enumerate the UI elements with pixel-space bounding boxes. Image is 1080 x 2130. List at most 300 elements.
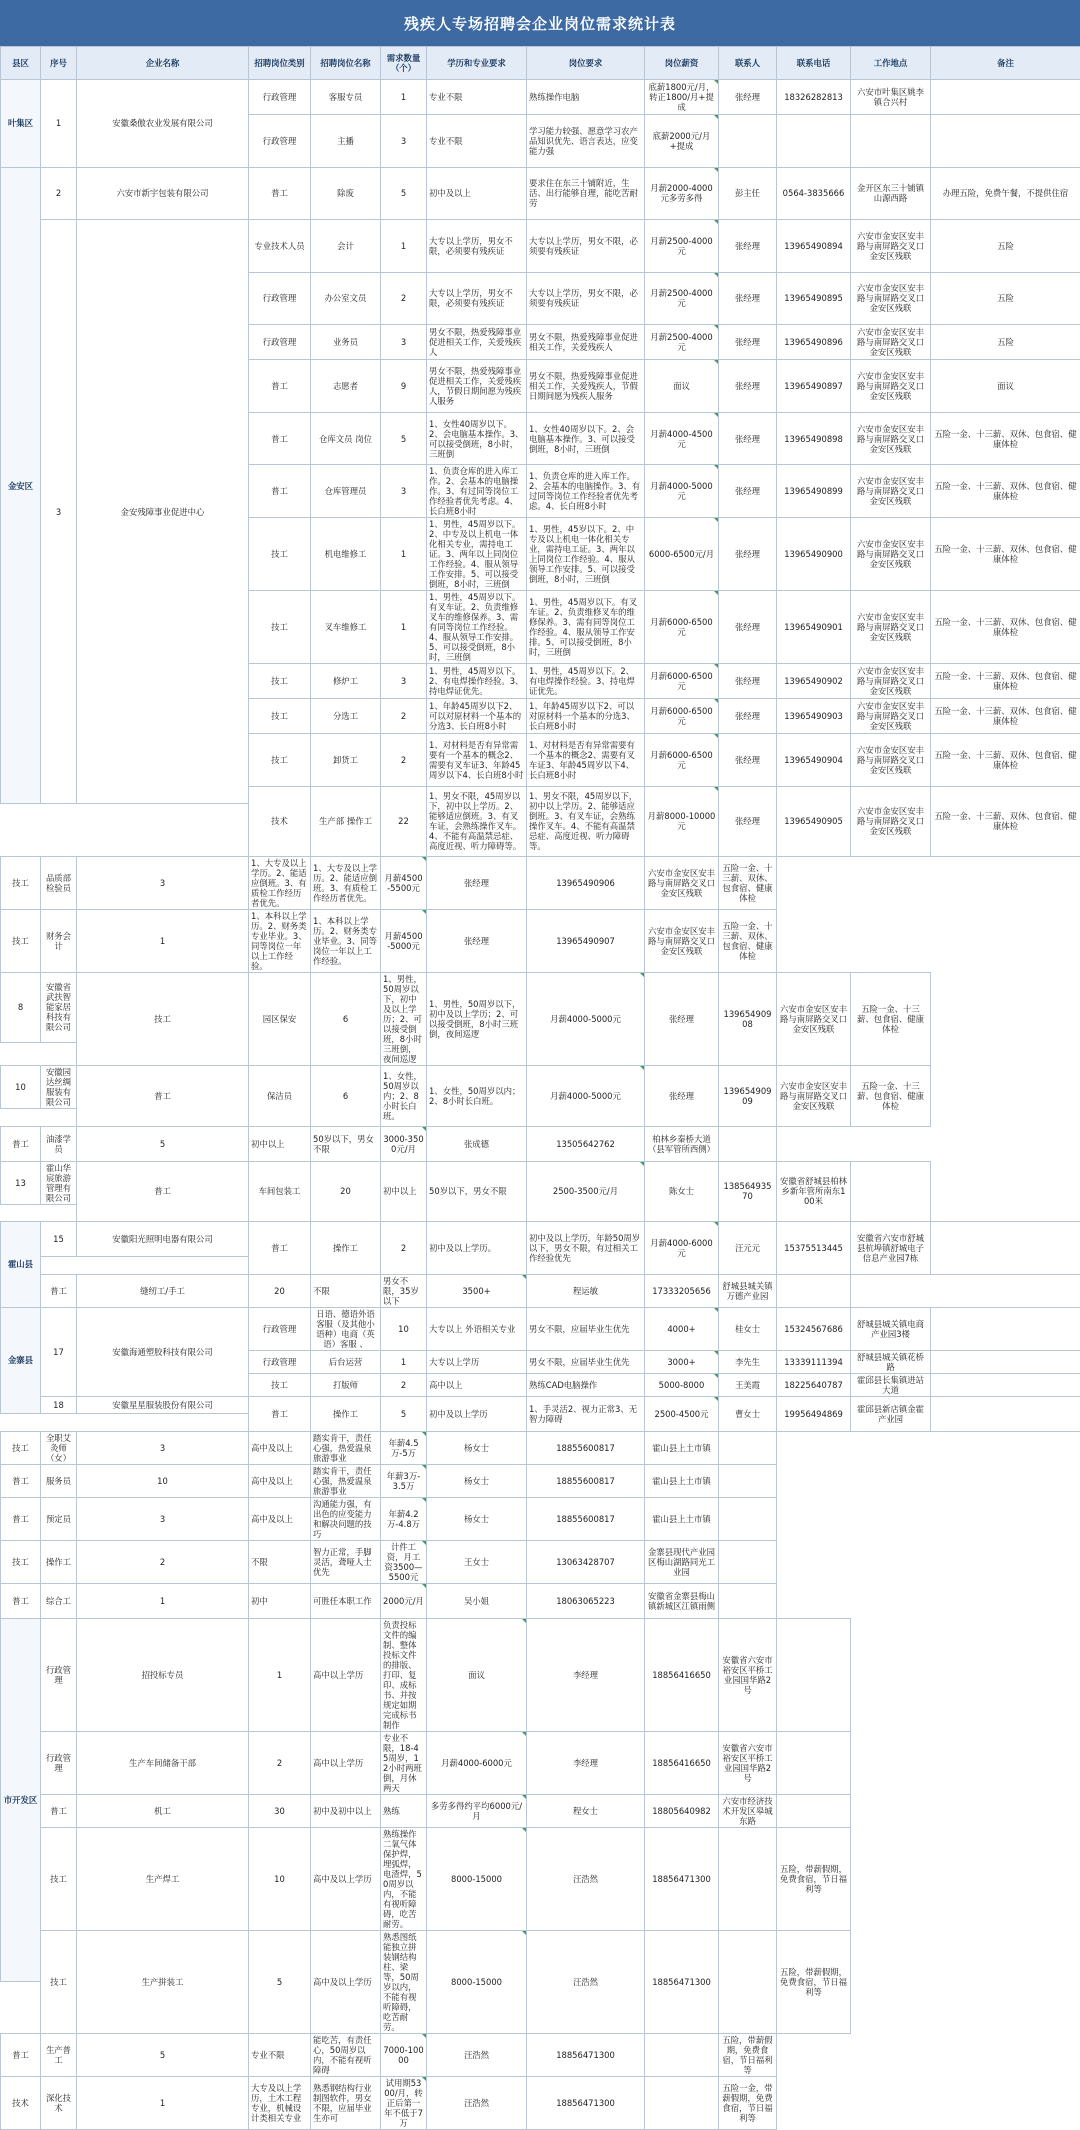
contact-cell: 张经理 (719, 664, 777, 699)
table-row (1, 220, 1080, 238)
salary-cell: 3500+ (427, 1274, 527, 1307)
education-cell: 大专以上学历，男女不限，必须要有残疾证 (427, 220, 527, 273)
salary-cell: 8000-15000 (427, 1827, 527, 1930)
position-cell: 修炉工 (311, 664, 381, 699)
contact-cell: 张经理 (719, 465, 777, 518)
contact-cell: 李经理 (527, 1618, 645, 1731)
salary-cell: 月薪4000-4500元 (645, 412, 719, 465)
requirement-cell: 1、负责仓库的进入库工作。2、会基本的电脑操作。3、有过同等岗位工作经验者优先考虑。4、长白班8小时 (527, 465, 645, 518)
category-cell: 行政管理 (41, 1618, 77, 1731)
education-cell: 大专以上学历，男女不限，必须要有残疾证 (427, 272, 527, 325)
contact-cell: 张经理 (719, 412, 777, 465)
contact-cell: 张经理 (645, 973, 719, 1066)
address-cell (719, 1930, 777, 2033)
company-cell: 安徽星星服装股份有限公司 (77, 1396, 249, 1414)
salary-cell: 月薪4000-5000元 (527, 1066, 645, 1127)
phone-cell: 15324567686 (777, 1307, 851, 1350)
education-cell: 大专及以上学历，土木工程专业，机械设计类相关专业 (249, 2076, 311, 2129)
address-cell: 霍山县上土市镇 (645, 1431, 719, 1464)
category-cell: 行政管理 (249, 80, 311, 115)
count-cell: 3 (381, 115, 427, 168)
category-cell: 行政管理 (249, 1307, 311, 1350)
salary-cell: 3000+ (645, 1350, 719, 1373)
district-cell: 叶集区 (1, 80, 41, 168)
address-cell: 柏林乡秦桥大道（县军管所西侧） (645, 1126, 719, 1161)
education-cell: 高中及以上 (249, 1497, 311, 1540)
note-cell (931, 115, 1080, 168)
table-row (1, 1794, 1080, 1827)
note-cell: 五险一金，带薪假期，免费食宿，节日福利等 (719, 2076, 777, 2129)
contact-cell: 张经理 (719, 325, 777, 360)
requirement-cell: 可胜任本职工作 (311, 1583, 381, 1618)
education-cell: 1、对材料是否有异常需要有一个基本的概念2、需要有叉车证3、年龄45周岁以下4、长白班8小时 (427, 734, 527, 787)
contact-cell: 汪浩然 (527, 1930, 645, 2033)
phone-cell: 18855600817 (527, 1497, 645, 1540)
phone-cell: 18855600817 (527, 1431, 645, 1464)
address-cell: 六安市金安区安丰路与南屏路交叉口金安区残联 (851, 518, 931, 591)
position-cell: 油漆学员 (41, 1126, 77, 1161)
requirement-cell: 1、女性40周岁以下。2、会电脑基本操作。3、可以接受倒班，8小时，三班倒 (527, 412, 645, 465)
address-cell (645, 2033, 719, 2076)
table-row (1, 1464, 1080, 1497)
salary-cell: 月薪6000-6500元 (645, 591, 719, 664)
salary-cell: 月薪4000-6000元 (645, 1222, 719, 1275)
contact-cell: 张经理 (719, 734, 777, 787)
position-cell: 保洁员 (249, 1066, 311, 1127)
education-cell: 1、年龄45周岁以下2、可以对原材料一个基本的分选3、长白班8小时 (427, 699, 527, 734)
count-cell: 2 (77, 1540, 249, 1583)
contact-cell: 张经理 (645, 1066, 719, 1127)
table-row (1, 1396, 1080, 1414)
count-cell: 3 (77, 1497, 249, 1540)
phone-cell: 13965490894 (777, 220, 851, 273)
note-cell: 五险一金、十三薪、包食宿、健康体检 (851, 1066, 931, 1127)
phone-cell: 13965490909 (719, 1066, 777, 1127)
requirement-cell: 踏实肯干，责任心强，热爱温泉旅游事业 (311, 1464, 381, 1497)
phone-cell: 13965490896 (777, 325, 851, 360)
note-cell (931, 1373, 1080, 1396)
position-cell: 生产焊工 (77, 1827, 249, 1930)
note-cell (931, 80, 1080, 115)
count-cell: 3 (77, 857, 249, 910)
seq-cell: 18 (41, 1396, 77, 1414)
address-cell: 安徽省金寨县梅山镇新城区江镇雨侧 (645, 1583, 719, 1618)
count-cell: 1 (381, 80, 427, 115)
category-cell: 行政管理 (249, 115, 311, 168)
requirement-cell: 男女不限，热爱残障事业促进相关工作，关爱残疾人 (527, 325, 645, 360)
education-cell: 1、女性40周岁以下。2、会电脑基本操作。3、可以接受倒班，8小时，三班倒 (427, 412, 527, 465)
category-cell: 普工 (41, 1794, 77, 1827)
category-cell: 普工 (249, 412, 311, 465)
table-row (1, 1222, 1080, 1240)
category-cell: 普工 (77, 1161, 249, 1222)
education-cell: 1、负责仓库的进入库工作。2、会基本的电脑操作。3、有过同等岗位工作经验者优先考虑。4、长白班8小时 (427, 465, 527, 518)
position-cell: 仓库文员 岗位 (311, 412, 381, 465)
phone-cell: 13965490895 (777, 272, 851, 325)
phone-cell: 13965490897 (777, 360, 851, 413)
position-cell: 生产拼装工 (77, 1930, 249, 2033)
category-cell: 技术 (1, 2076, 41, 2129)
requirement-cell: 熟悉钢结构行业制图软件，男女不限，应届毕业生亦可 (311, 2076, 381, 2129)
table-row (1, 1827, 1080, 1879)
position-cell: 主播 (311, 115, 381, 168)
category-cell: 行政管理 (249, 1350, 311, 1373)
district-cell: 市开发区 (1, 1618, 41, 1982)
education-cell: 1、男性，45周岁以下。2、中专及以上机电一体化相关专业，需持电工证。3、两年以上同岗位工作经验。4、服从领导工作安排。5、可以接受倒班，8小时，三班倒 (427, 518, 527, 591)
contact-cell: 张经理 (719, 272, 777, 325)
note-cell (931, 1396, 1080, 1431)
contact-cell: 张经理 (427, 910, 527, 973)
contact-cell: 彭主任 (719, 167, 777, 220)
note-cell (719, 1126, 777, 1161)
note-cell: 五险 (931, 325, 1080, 360)
note-cell: 五险一金、十三薪、双休、包食宿、健康体检 (931, 591, 1080, 664)
table-row (1, 1540, 1080, 1562)
company-cell: 安徽阳光照明电器有限公司 (77, 1222, 249, 1257)
requirement-cell: 熟悉图纸能独立拼装钢结构柱、梁等，50周岁以内，不能有视听障碍，吃苦耐劳。 (381, 1930, 427, 2033)
requirement-cell: 1、对材料是否有异常需要有一个基本的概念2、需要有叉车证3、年龄45周岁以下4、长白班8小时 (527, 734, 645, 787)
position-cell: 会计 (311, 220, 381, 273)
requirement-cell: 男女不限，应届毕业生优先 (527, 1350, 645, 1373)
note-cell (719, 1431, 777, 1464)
count-cell: 1 (77, 2076, 249, 2129)
position-cell: 后台运营 (311, 1350, 381, 1373)
column-header: 招聘岗位名称 (311, 47, 381, 80)
category-cell: 普工 (41, 1274, 77, 1307)
education-cell: 1、女性，50周岁以内；2、8小时长白班。 (381, 1066, 427, 1127)
salary-cell: 月薪4500-5000元 (381, 910, 427, 973)
contact-cell: 张经理 (719, 786, 777, 856)
table-row (1, 167, 1080, 185)
category-cell: 普工 (249, 1396, 311, 1431)
note-cell: 五险一金、十三薪、双休、包食宿、健康体检 (931, 465, 1080, 518)
phone-cell: 0564-3835666 (777, 167, 851, 220)
address-cell: 六安市金安区安丰路与南屏路交叉口金安区残联 (851, 325, 931, 360)
education-cell: 不限 (249, 1540, 311, 1583)
category-cell: 技工 (1, 1540, 41, 1583)
phone-cell: 13965490903 (777, 699, 851, 734)
position-cell: 除废 (311, 167, 381, 220)
count-cell: 1 (77, 1583, 249, 1618)
position-cell: 打版师 (311, 1373, 381, 1396)
salary-cell: 7000-10000 (381, 2033, 427, 2076)
category-cell: 普工 (1, 2033, 41, 2076)
position-cell: 业务员 (311, 325, 381, 360)
table-body (1, 80, 1080, 2130)
requirement-cell: 1、男性，45岁以下。2、中专及以上机电一体化相关专业，需持电工证。3、两年以上同岗位工作经验。4、服从领导工作安排。5、可以接受倒班，8小时，三班倒 (527, 518, 645, 591)
category-cell: 普工 (249, 465, 311, 518)
address-cell: 六安市金安区安丰路与南屏路交叉口金安区残联 (645, 910, 719, 973)
count-cell: 3 (381, 465, 427, 518)
position-cell: 机电维修工 (311, 518, 381, 591)
position-cell: 机工 (77, 1794, 249, 1827)
category-cell: 普工 (249, 167, 311, 220)
phone-cell: 13965490899 (777, 465, 851, 518)
column-header: 联系人 (719, 47, 777, 80)
phone-cell: 13965490901 (777, 591, 851, 664)
requirement-cell: 初中及以上学历，年龄50周岁以下，男女不限，有过相关工作经验优先 (527, 1222, 645, 1275)
table-row (1, 1618, 1080, 1675)
salary-cell: 5000-8000 (645, 1373, 719, 1396)
contact-cell: 陈女士 (645, 1161, 719, 1222)
address-cell (719, 1827, 777, 1930)
column-header: 招聘岗位类别 (249, 47, 311, 80)
position-cell: 操作工 (41, 1540, 77, 1583)
contact-cell: 汪浩然 (427, 2076, 527, 2129)
district-cell: 金安区 (1, 167, 41, 804)
education-cell: 高中以上学历 (311, 1618, 381, 1731)
requirement-cell: 1、女性，50周岁以内；2、8小时长白班。 (427, 1066, 527, 1127)
salary-cell: 月薪2000-4000元多劳多得 (645, 167, 719, 220)
address-cell: 舒城县城关镇电商产业园3楼 (851, 1307, 931, 1350)
education-cell: 初中及以上学历。 (427, 1222, 527, 1275)
salary-cell: 6000-6500元/月 (645, 518, 719, 591)
contact-cell: 汪元元 (719, 1222, 777, 1275)
position-cell: 缝纫工/手工 (77, 1274, 249, 1307)
note-cell: 五险一金、十三薪、双休、包食宿、健康体检 (719, 910, 777, 973)
column-header: 联系电话 (777, 47, 851, 80)
address-cell: 霍邱县新店镇金霍产业园 (851, 1396, 931, 1431)
education-cell: 高中及以上学历 (311, 1930, 381, 2033)
count-cell: 1 (381, 591, 427, 664)
count-cell: 1 (381, 518, 427, 591)
category-cell: 普工 (249, 1222, 311, 1275)
column-header: 岗位薪资 (645, 47, 719, 80)
position-cell: 园区保安 (249, 973, 311, 1066)
seq-cell: 1 (41, 80, 77, 168)
education-cell: 初中及初中以上 (311, 1794, 381, 1827)
position-cell: 服务员 (41, 1464, 77, 1497)
phone-cell: 18856471300 (527, 2033, 645, 2076)
address-cell: 安徽省六安市裕安区平桥工业园国华路2号 (719, 1731, 777, 1794)
count-cell: 10 (249, 1827, 311, 1930)
phone-cell: 13856493570 (719, 1161, 777, 1222)
count-cell: 5 (77, 2033, 249, 2076)
education-cell: 高中以上学历 (311, 1731, 381, 1794)
note-cell: 办理五险，免费午餐，不提供住宿 (931, 167, 1080, 220)
column-header: 学历和专业要求 (427, 47, 527, 80)
table-row (1, 1126, 1080, 1144)
education-cell: 初中及以上学历 (427, 1396, 527, 1431)
seq-cell: 17 (41, 1307, 77, 1396)
note-cell: 五险，带薪假期，免费食宿，节日福利等 (719, 2033, 777, 2076)
requirement-cell: 熟练CAD电脑操作 (527, 1373, 645, 1396)
contact-cell: 吴小姐 (427, 1583, 527, 1618)
phone-cell: 13965490906 (527, 857, 645, 910)
requirement-cell: 1、大专及以上学历。2、能适应倒班。3、有质检工作经历者优先。 (311, 857, 381, 910)
category-cell: 技工 (41, 1827, 77, 1930)
note-cell (777, 1618, 851, 1731)
company-cell: 安徽园达丝绸服装有限公司 (41, 1066, 77, 1109)
contact-cell: 杨女士 (427, 1431, 527, 1464)
table-row (1, 1497, 1080, 1540)
category-cell: 普工 (77, 1066, 249, 1127)
count-cell: 5 (249, 1930, 311, 2033)
salary-cell: 月薪2500-4000元 (645, 325, 719, 360)
note-cell (777, 1274, 851, 1307)
phone-cell: 13965490904 (777, 734, 851, 787)
phone-cell: 13505642762 (527, 1126, 645, 1161)
salary-cell: 2000元/月 (381, 1583, 427, 1618)
category-cell: 行政管理 (249, 325, 311, 360)
table-row (1, 1307, 1080, 1329)
salary-cell: 月薪4000-5000元 (527, 973, 645, 1066)
address-cell: 霍山县上土市镇 (645, 1464, 719, 1497)
education-cell: 1、大专及以上学历。2、能适应倒班。3、有质检工作经历者优先。 (249, 857, 311, 910)
requirement-cell: 50岁以下，男女不限 (311, 1126, 381, 1161)
count-cell: 1 (249, 1618, 311, 1731)
phone-cell: 18856416650 (645, 1731, 719, 1794)
salary-cell: 月薪8000-10000元 (645, 786, 719, 856)
count-cell: 2 (381, 272, 427, 325)
note-cell: 五险一金、十三薪、双休、包食宿、健康体检 (931, 786, 1080, 856)
phone-cell: 18855600817 (527, 1464, 645, 1497)
requirement-cell: 1、本科以上学历。2、财务类专业毕业。3、同等岗位一年以上工作经验。 (311, 910, 381, 973)
requirement-cell: 1、年龄45周岁以下2、可以对原材料一个基本的分选3、长白班8小时 (527, 699, 645, 734)
header-row (1, 47, 1080, 80)
contact-cell: 曹女士 (719, 1396, 777, 1431)
requirement-cell: 50岁以下，男女不限 (427, 1161, 527, 1222)
requirement-cell: 大专以上学历，男女不限，必须要有残疾证 (527, 272, 645, 325)
category-cell: 技工 (1, 857, 41, 910)
phone-cell: 13965490898 (777, 412, 851, 465)
education-cell: 1、男性，50周岁以下，初中及以上学历；2、可以接受倒班，8小时三班倒，夜间巡逻 (381, 973, 427, 1066)
contact-cell: 张经理 (719, 518, 777, 591)
count-cell: 1 (381, 220, 427, 273)
note-cell (777, 1794, 851, 1827)
salary-cell: 4000+ (645, 1307, 719, 1350)
table-row (1, 1583, 1080, 1601)
table-row (1, 1431, 1080, 1464)
position-cell: 全职艾灸师（女） (41, 1431, 77, 1464)
address-cell (851, 115, 931, 168)
requirement-cell: 1、手灵活2、视力正常3、无智力障碍 (527, 1396, 645, 1431)
table-row (1, 910, 1080, 942)
category-cell: 专业技术人员 (249, 220, 311, 273)
contact-cell: 王美霞 (719, 1373, 777, 1396)
category-cell: 技工 (249, 518, 311, 591)
position-cell: 叉车维修工 (311, 591, 381, 664)
count-cell: 10 (381, 1307, 427, 1350)
address-cell: 安徽省六安市舒城县杭埠镇舒城电子信息产业园7栋 (851, 1222, 931, 1275)
phone-cell: 18856471300 (645, 1827, 719, 1930)
salary-cell: 年薪4.2万-4.8万 (381, 1497, 427, 1540)
category-cell: 技工 (1, 910, 41, 973)
position-cell: 财务会计 (41, 910, 77, 973)
table-row (1, 1930, 1080, 1982)
education-cell: 初中 (249, 1583, 311, 1618)
contact-cell: 程运敏 (527, 1274, 645, 1307)
salary-cell: 年薪3万-3.5万 (381, 1464, 427, 1497)
note-cell: 五险一金、十三薪、双休、包食宿、健康体检 (931, 664, 1080, 699)
salary-cell: 2500-4500元 (645, 1396, 719, 1431)
salary-cell: 面议 (427, 1618, 527, 1731)
requirement-cell: 1、男性，45周岁以下。2、有电焊操作经验。3、持电焊证优先。 (527, 664, 645, 699)
address-cell: 金开区东三十铺镇山源西路 (851, 167, 931, 220)
requirement-cell: 智力正常，手脚灵活，聋哑人士优先 (311, 1540, 381, 1583)
position-cell: 操作工 (311, 1222, 381, 1275)
seq-cell: 8 (1, 973, 41, 1043)
company-cell: 安徽海通塑胶科技有限公司 (77, 1307, 249, 1396)
table-row (1, 80, 1080, 98)
contact-cell: 张经理 (719, 699, 777, 734)
salary-cell: 8000-15000 (427, 1930, 527, 2033)
count-cell: 2 (381, 699, 427, 734)
phone-cell: 18805640982 (645, 1794, 719, 1827)
address-cell: 六安市叶集区姚李镇合兴村 (851, 80, 931, 115)
salary-cell: 月薪6000-6500元 (645, 734, 719, 787)
requirement-cell: 1、男性，50周岁以下，初中及以上学历；2、可以接受倒班，8小时三班倒，夜间巡逻 (427, 973, 527, 1066)
company-cell: 霍山华宸旅游管理有限公司 (41, 1161, 77, 1204)
phone-cell: 13063428707 (527, 1540, 645, 1583)
phone-cell: 18063065223 (527, 1583, 645, 1618)
count-cell: 3 (381, 664, 427, 699)
contact-cell (719, 115, 777, 168)
count-cell: 30 (249, 1794, 311, 1827)
company-cell: 金安残障事业促进中心 (77, 220, 249, 804)
note-cell (931, 1222, 1080, 1275)
address-cell: 六安市经济技术开发区皋城东路 (719, 1794, 777, 1827)
category-cell: 普工 (249, 360, 311, 413)
address-cell: 安徽省六安市裕安区平桥工业园国华路2号 (719, 1618, 777, 1731)
note-cell: 面议 (931, 360, 1080, 413)
requirement-cell: 负责投标文件的编制、整体投标文件的排版、打印、复印、成标书、并按规定如期完成标书制作 (381, 1618, 427, 1731)
requirement-cell: 能吃苦，有责任心，50周岁以内，不能有视听障碍 (311, 2033, 381, 2076)
requirement-cell: 1、男女不限，45周岁以下，初中以上学历。2、能够适应倒班。3、有叉车证，会熟练操作叉车。4、不能有高温禁忌症、高度近视、听力障碍等。 (527, 786, 645, 856)
count-cell: 5 (381, 167, 427, 220)
salary-cell: 2500-3500元/月 (527, 1161, 645, 1222)
table-row (1, 973, 1080, 1008)
count-cell: 1 (77, 910, 249, 973)
phone-cell: 18856416650 (645, 1618, 719, 1731)
position-cell: 生产车间储备干部 (77, 1731, 249, 1794)
table-row (1, 857, 1080, 875)
contact-cell: 程女士 (527, 1794, 645, 1827)
position-cell: 客服专员 (311, 80, 381, 115)
education-cell: 初中以上 (249, 1126, 311, 1161)
education-cell: 男女不限，热爱残障事业促进相关工作，关爱残疾人，节假日期间愿为残疾人服务 (427, 360, 527, 413)
contact-cell: 汪浩然 (527, 1827, 645, 1930)
phone-cell: 18326282813 (777, 80, 851, 115)
count-cell: 20 (311, 1161, 381, 1222)
count-cell: 3 (381, 325, 427, 360)
note-cell: 五险一金、十三薪、双休、包食宿、健康体检 (931, 412, 1080, 465)
company-cell: 六安市新宇包装有限公司 (77, 167, 249, 220)
table-row (1, 1161, 1080, 1204)
contact-cell: 张经理 (719, 220, 777, 273)
count-cell: 2 (249, 1731, 311, 1794)
address-cell: 舒城县城关镇花桥路 (851, 1350, 931, 1373)
salary-cell: 底薪1800元/月，转正1800/月+提成 (645, 80, 719, 115)
note-cell: 五险一金、十三薪、双休、包食宿、健康体检 (931, 734, 1080, 787)
count-cell: 2 (381, 1222, 427, 1275)
requirement-cell: 大专以上学历，男女不限，必须要有残疾证 (527, 220, 645, 273)
education-cell: 专业不限 (249, 2033, 311, 2076)
count-cell: 5 (77, 1126, 249, 1161)
phone-cell: 13965490908 (719, 973, 777, 1066)
address-cell: 六安市金安区安丰路与南屏路交叉口金安区残联 (851, 272, 931, 325)
phone-cell: 18856471300 (527, 2076, 645, 2129)
education-cell: 不限 (311, 1274, 381, 1307)
contact-cell: 李经理 (527, 1731, 645, 1794)
address-cell: 霍邱县长集镇进站大道 (851, 1373, 931, 1396)
address-cell: 六安市金安区安丰路与南屏路交叉口金安区残联 (851, 734, 931, 787)
count-cell: 9 (381, 360, 427, 413)
salary-cell: 月薪6000-6500元 (645, 664, 719, 699)
position-cell: 品质部 检验员 (41, 857, 77, 910)
category-cell: 技工 (249, 1373, 311, 1396)
salary-cell: 月薪4500-5500元 (381, 857, 427, 910)
